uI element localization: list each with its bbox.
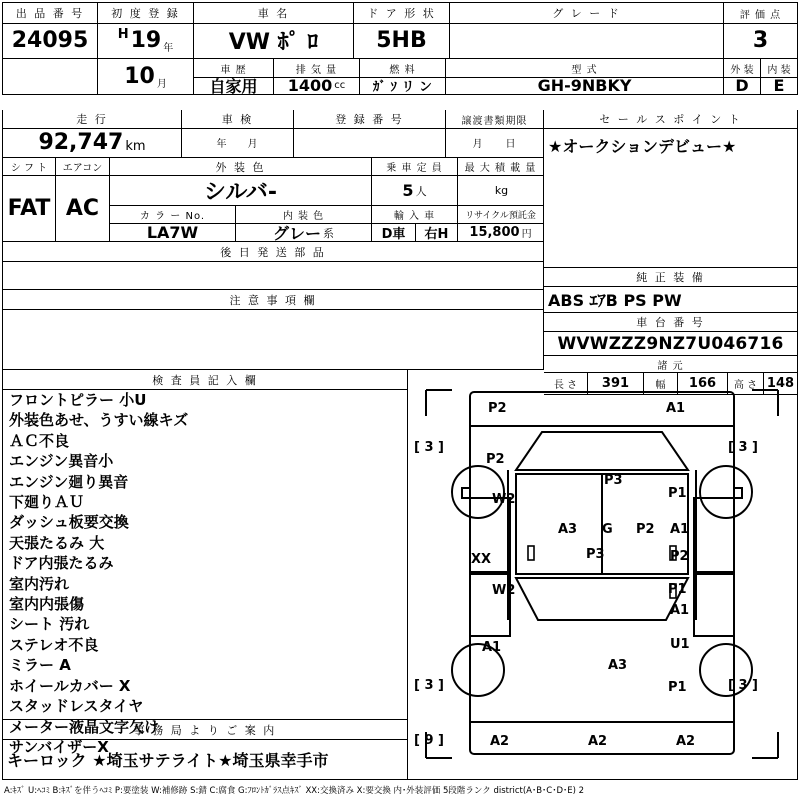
- mileage-value: 92,747 km: [2, 128, 182, 158]
- damage-mark: P2: [486, 452, 505, 467]
- sales-point-value: ★オークションデビュー★: [544, 128, 798, 268]
- chassis-label: 車 台 番 号: [544, 313, 798, 332]
- inspector-note-line: ステレオ不良: [9, 635, 99, 654]
- first-reg-value: H 19 年: [98, 23, 194, 59]
- reg-no-value: [294, 128, 446, 158]
- exhibit-no-label: 出 品 番 号: [2, 2, 98, 24]
- damage-mark: P3: [604, 473, 623, 488]
- damage-mark: A1: [482, 640, 502, 655]
- car-name-value: VW ﾎﾟ ﾛ: [194, 23, 354, 59]
- inspector-note-line: ドア内張たるみ: [9, 554, 114, 573]
- inspector-note-line: 室内内張傷: [9, 595, 85, 614]
- inspector-note-line: スタッドレスタイヤ: [9, 697, 144, 716]
- damage-mark: U1: [670, 637, 690, 652]
- notes-label: 注 意 事 項 欄: [2, 290, 544, 310]
- length-label: 長 さ: [544, 373, 588, 395]
- chassis-value: WVWZZZ9NZ7U046716: [544, 332, 798, 356]
- damage-mark: P2: [636, 522, 655, 537]
- grade-label: グ レ ー ド: [450, 2, 724, 24]
- exhibit-no-blank: [2, 59, 98, 95]
- interior-color-value: グレー 系: [236, 224, 372, 242]
- recycle-label: リサイクル預託金: [458, 206, 544, 224]
- shift-label: シ フ ト: [2, 158, 56, 176]
- inspector-note-line: メーター液晶文字欠け: [9, 717, 160, 736]
- model-code-value: GH-9NBKY: [446, 77, 724, 95]
- interior-color-label: 内 装 色: [236, 206, 372, 224]
- displacement-value: 1400 cc: [274, 77, 360, 95]
- model-code-label: 型 式: [446, 59, 724, 78]
- damage-mark: P2: [488, 401, 507, 416]
- color-no-label: カ ラ ー No.: [110, 206, 236, 224]
- legend-text: A:ｷｽﾞ U:ﾍｺﾐ B:ｷｽﾞを伴うﾍｺﾐ P:要塗装 W:補修跡 S:錆 C:腐食 G:ﾌﾛﾝﾄｶﾞﾗｽ点ｷｽﾞ XX:交換済み X:要交換 内･外装評価 5段階ランク district(A･B･C･D･E) 2: [4, 786, 585, 796]
- inspector-title: 検 査 員 記 入 欄: [2, 370, 408, 390]
- later-parts-label: 後 日 発 送 部 品: [2, 242, 544, 262]
- genuine-equipment-value: ABS ｴｱB PS PW: [544, 287, 798, 313]
- import-label: 輸 入 車: [372, 206, 458, 224]
- damage-mark: P2: [670, 549, 689, 564]
- damage-mark: W2: [492, 583, 516, 598]
- inspector-note-list: [9, 390, 409, 757]
- rating-value: 3: [724, 23, 798, 59]
- history-value: 自家用: [194, 77, 274, 95]
- max-load-label: 最 大 積 載 量: [458, 158, 544, 176]
- car-name-label: 車 名: [194, 2, 354, 24]
- damage-mark: P1: [668, 582, 687, 597]
- damage-mark: A3: [608, 658, 628, 673]
- exterior-grade-value: D: [724, 77, 761, 95]
- color-no-value: LA7W: [110, 224, 236, 242]
- door-shape-value: 5HB: [354, 23, 450, 59]
- width-label: 幅: [644, 373, 678, 395]
- height-value: 148: [764, 373, 798, 395]
- ac-label: エアコン: [56, 158, 110, 176]
- inspector-note-line: 室内汚れ: [9, 574, 70, 593]
- dimensions-label: 諸 元: [544, 356, 798, 373]
- office-title: 事 務 局 よ り ご 案 内: [2, 720, 408, 740]
- width-value: 166: [678, 373, 728, 395]
- exhibit-no-value: 24095: [2, 23, 98, 59]
- transfer-deadline-label: 譲渡書類期限: [446, 110, 544, 129]
- shift-value: FAT: [2, 176, 56, 242]
- inspector-note-line: 下廻りＡＵ: [9, 493, 85, 512]
- recycle-value: 15,800 円: [458, 224, 544, 242]
- inspector-note-line: 外装色あせ、うすい線キズ: [9, 411, 189, 430]
- tire-depth-bracket: [ 9 ]: [414, 733, 444, 748]
- tire-depth-bracket: [ 3 ]: [728, 678, 758, 693]
- damage-mark: A2: [588, 734, 608, 749]
- grade-value: [450, 23, 724, 59]
- interior-grade-value: E: [761, 77, 798, 95]
- first-reg-label: 初 度 登 録: [98, 2, 194, 24]
- tire-depth-bracket: [ 3 ]: [414, 440, 444, 455]
- inspector-note-line: エンジン異音小: [9, 452, 114, 471]
- inspector-note-line: フロントピラー 小U: [9, 391, 147, 409]
- inspector-note-line: 天張たるみ 大: [9, 533, 105, 552]
- handle-value: 右H: [416, 224, 458, 242]
- rating-label: 評 価 点: [724, 2, 798, 24]
- ac-value: AC: [56, 176, 110, 242]
- damage-mark: G: [602, 522, 613, 537]
- damage-diagram: [408, 370, 798, 780]
- import-value: D車: [372, 224, 416, 242]
- door-shape-label: ド ア 形 状: [354, 2, 450, 24]
- fuel-value: ｶﾞ ｿ リ ン: [360, 77, 446, 95]
- office-text: キーロック ★埼玉サテライト★埼玉県幸手市: [2, 740, 408, 780]
- fuel-label: 燃 料: [360, 59, 446, 78]
- inspector-note-line: ミラー A: [9, 656, 71, 675]
- damage-mark: A1: [670, 522, 690, 537]
- capacity-value: 5 人: [372, 176, 458, 206]
- inspector-note-line: ダッシュ板要交換: [9, 513, 129, 532]
- damage-mark: P3: [586, 547, 605, 562]
- inspector-note-line: ホイールカバー X: [9, 676, 131, 695]
- damage-mark: P1: [668, 486, 687, 501]
- inspector-note-line: サンバイザーX: [9, 737, 109, 756]
- inspector-note-line: エンジン廻り異音: [9, 472, 129, 491]
- mileage-label: 走 行: [2, 110, 182, 129]
- inspector-note-line: シート 汚れ: [9, 615, 90, 634]
- later-parts-value: [2, 262, 544, 290]
- damage-mark: A2: [676, 734, 696, 749]
- tire-depth-bracket: [ 3 ]: [414, 678, 444, 693]
- capacity-label: 乗 車 定 員: [372, 158, 458, 176]
- damage-mark: W2: [492, 492, 516, 507]
- notes-value: [2, 310, 544, 370]
- max-load-value: kg: [458, 176, 544, 206]
- shaken-value: 年 月: [182, 128, 294, 158]
- tire-depth-bracket: [ 3 ]: [728, 440, 758, 455]
- length-value: 391: [588, 373, 644, 395]
- exterior-grade-label: 外 装: [724, 59, 761, 78]
- exterior-color-label: 外 装 色: [110, 158, 372, 176]
- genuine-equipment-label: 純 正 装 備: [544, 268, 798, 287]
- damage-mark: XX: [471, 552, 492, 567]
- damage-mark: P1: [668, 680, 687, 695]
- reg-no-label: 登 録 番 号: [294, 110, 446, 129]
- history-label: 車 歴: [194, 59, 274, 78]
- damage-mark: A1: [670, 603, 690, 618]
- interior-grade-label: 内 装: [761, 59, 798, 78]
- damage-mark: A3: [558, 522, 578, 537]
- inspector-note-line: ＡＣ不良: [9, 431, 70, 450]
- damage-mark: A1: [666, 401, 686, 416]
- height-label: 高 さ: [728, 373, 764, 395]
- sales-point-label: セ ー ル ス ポ イ ン ト: [544, 110, 798, 129]
- diagram-mark-layer: [408, 370, 796, 778]
- shaken-label: 車 検: [182, 110, 294, 129]
- damage-mark: A2: [490, 734, 510, 749]
- exterior-color-value: シルバ-: [110, 176, 372, 206]
- transfer-deadline-value: 月 日: [446, 128, 544, 158]
- first-reg-month: 10 月: [98, 59, 194, 95]
- displacement-label: 排 気 量: [274, 59, 360, 78]
